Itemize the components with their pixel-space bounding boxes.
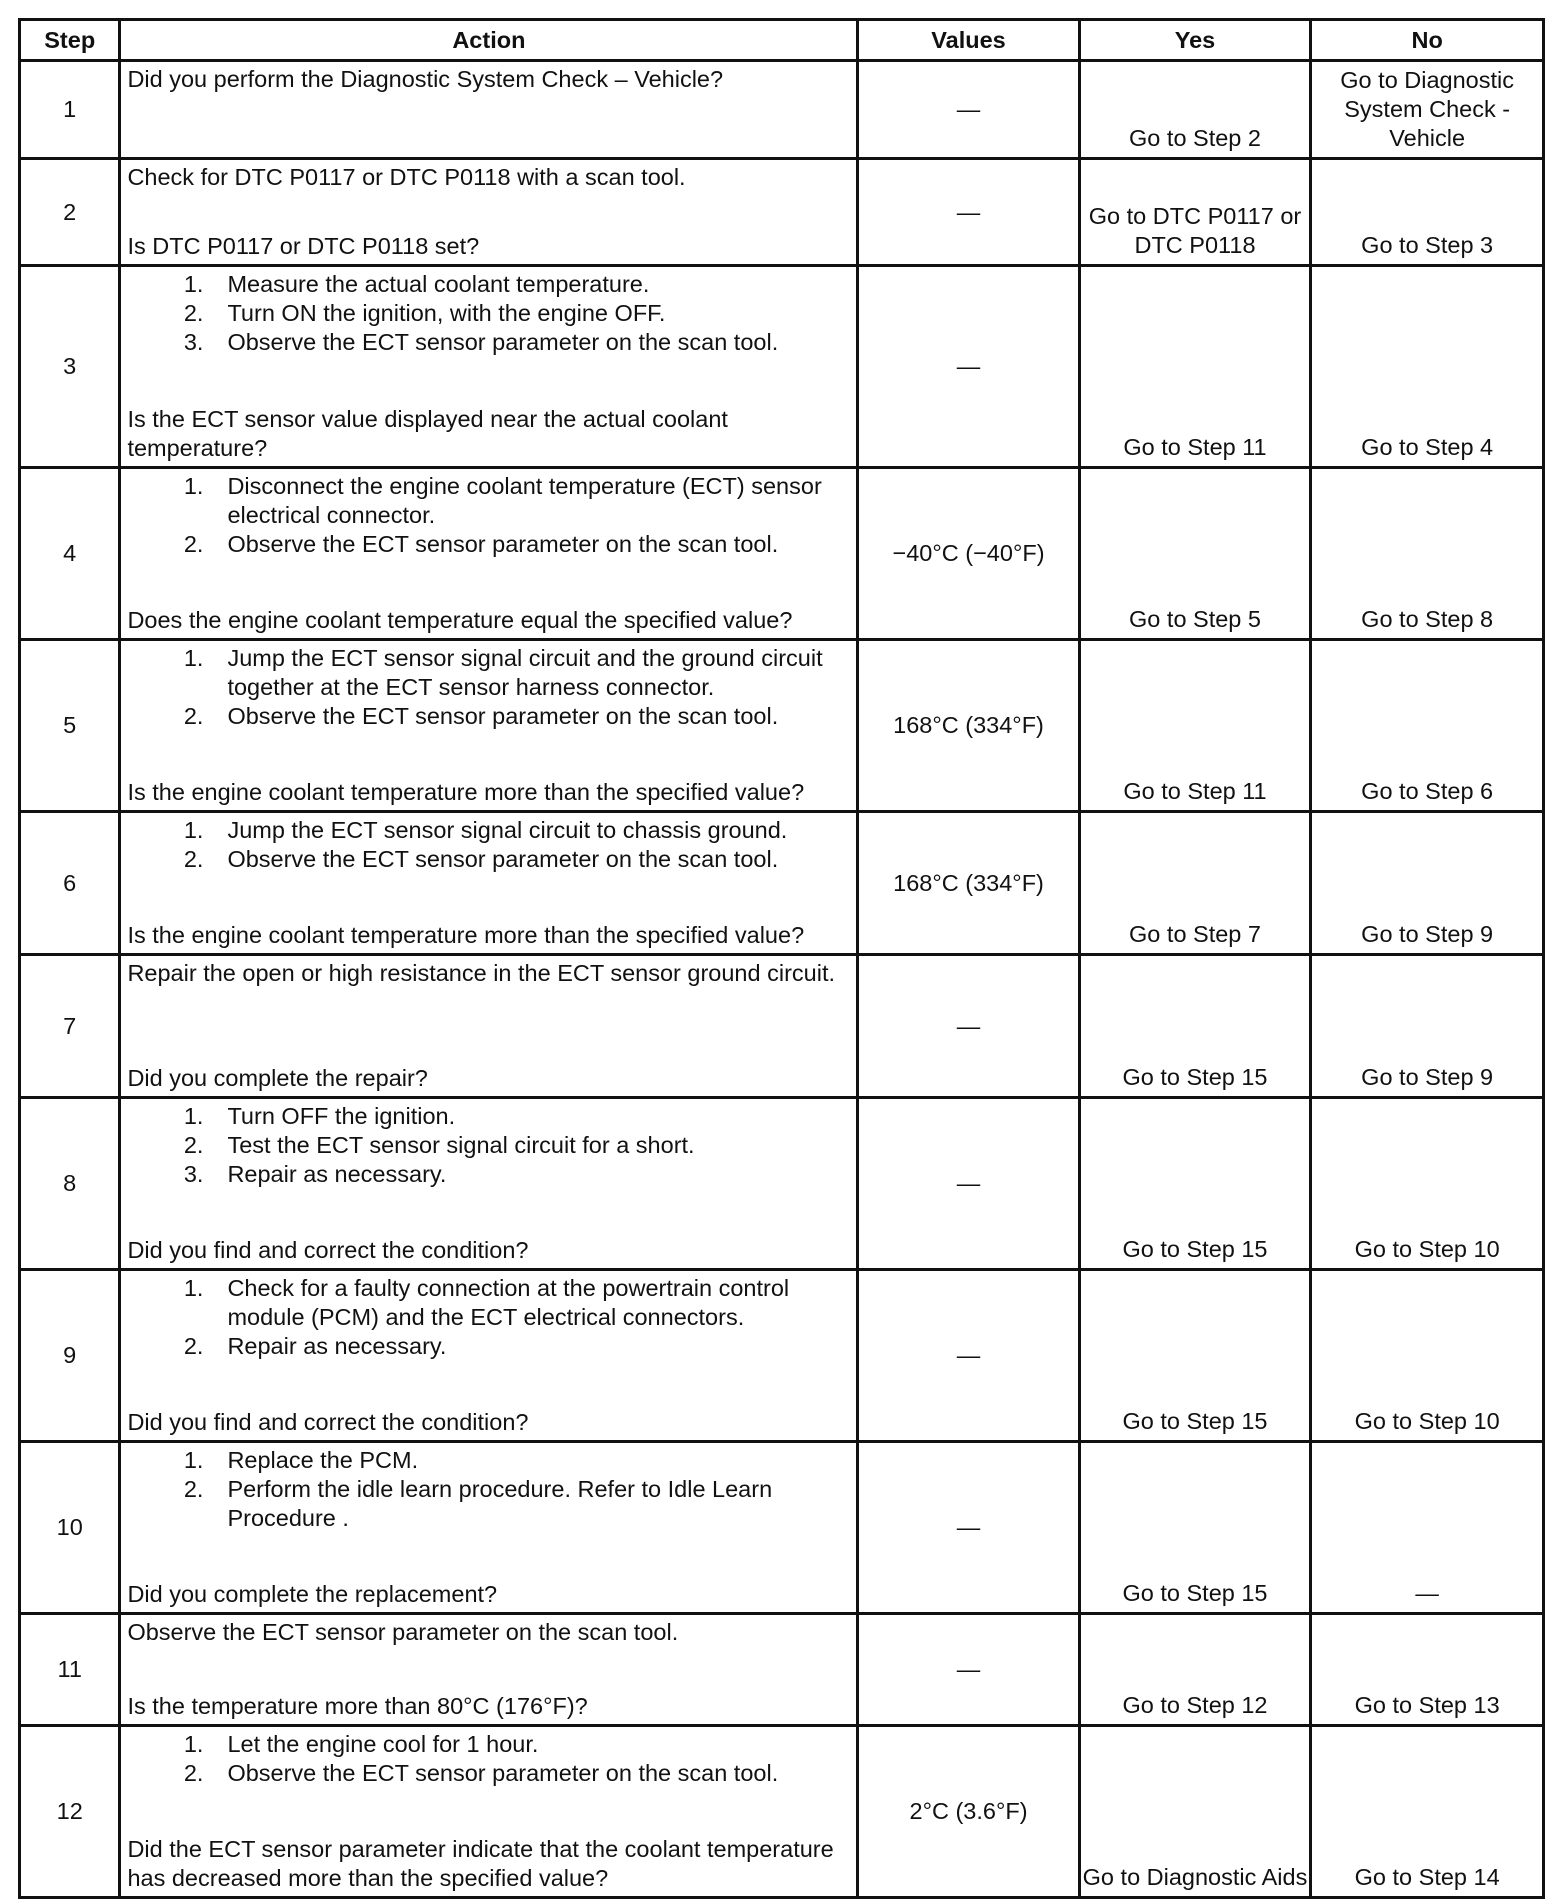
action-step-item <box>127 472 848 530</box>
action-step-text: Observe the ECT sensor parameter on the scan tool. <box>227 531 779 557</box>
action-top <box>127 959 848 988</box>
yes-cell: Go to Step 15 <box>1079 1270 1311 1442</box>
action-content <box>127 1446 848 1609</box>
values-cell: — <box>858 1614 1079 1726</box>
values-cell: — <box>858 266 1079 468</box>
step-number: 6 <box>20 812 120 955</box>
values-cell: — <box>858 1442 1079 1614</box>
action-content <box>127 472 848 635</box>
action-cell <box>120 1270 858 1442</box>
action-step-item <box>127 1131 848 1160</box>
action-cell <box>120 266 858 468</box>
header-action: Action <box>120 20 858 61</box>
action-step-item <box>127 299 848 328</box>
action-cell <box>120 1442 858 1614</box>
action-top <box>127 472 848 559</box>
header-values: Values <box>858 20 1079 61</box>
action-top <box>127 1274 848 1361</box>
action-step-text: Jump the ECT sensor signal circuit to chassis ground. <box>227 817 788 843</box>
action-step-item <box>127 1274 848 1332</box>
no-cell: Go to Step 6 <box>1311 640 1544 812</box>
values-cell: 168°C (334°F) <box>858 812 1079 955</box>
action-step-number: 2. <box>183 300 204 326</box>
yes-cell: Go to Step 15 <box>1079 1442 1311 1614</box>
action-step-item <box>127 1475 848 1533</box>
yes-cell: Go to Step 15 <box>1079 955 1311 1098</box>
action-step-text: Jump the ECT sensor signal circuit and the ground circuit together at the ECT sensor harness connector. <box>227 645 823 700</box>
action-top <box>127 816 848 874</box>
action-step-item <box>127 328 848 357</box>
action-steps-list <box>127 1446 848 1533</box>
action-step-item <box>127 1759 848 1788</box>
values-cell: — <box>858 1098 1079 1270</box>
action-step-item <box>127 845 848 874</box>
step-number: 7 <box>20 955 120 1098</box>
values-cell: — <box>858 955 1079 1098</box>
step-number: 5 <box>20 640 120 812</box>
action-instruction: Observe the ECT sensor parameter on the scan tool. <box>127 1619 679 1645</box>
step-number: 11 <box>20 1614 120 1726</box>
action-question: Is the temperature more than 80°C (176°F)? <box>127 1693 588 1719</box>
action-content <box>127 1730 848 1893</box>
values-cell: −40°C (−40°F) <box>858 468 1079 640</box>
action-question: Did you find and correct the condition? <box>127 1409 529 1435</box>
action-step-item <box>127 1332 848 1361</box>
values-cell: 2°C (3.6°F) <box>858 1726 1079 1898</box>
action-step-item <box>127 1160 848 1189</box>
action-step-text: Repair as necessary. <box>227 1333 447 1359</box>
action-question: Is the engine coolant temperature more than the specified value? <box>127 922 805 948</box>
action-step-number: 1. <box>183 1447 204 1473</box>
action-step-text: Observe the ECT sensor parameter on the scan tool. <box>227 846 779 872</box>
action-steps-list <box>127 270 848 357</box>
yes-cell: Go to Diagnostic Aids <box>1079 1726 1311 1898</box>
action-top <box>127 1446 848 1533</box>
action-step-number: 2. <box>183 846 204 872</box>
yes-cell: Go to Step 12 <box>1079 1614 1311 1726</box>
action-step-number: 2. <box>183 1476 204 1502</box>
table-row <box>20 159 1544 266</box>
action-step-item <box>127 644 848 702</box>
action-step-text: Replace the PCM. <box>227 1447 419 1473</box>
table-row <box>20 955 1544 1098</box>
action-steps-list <box>127 816 848 874</box>
action-step-number: 1. <box>183 817 204 843</box>
no-cell: Go to Step 10 <box>1311 1270 1544 1442</box>
action-top <box>127 1102 848 1189</box>
action-top <box>127 270 848 357</box>
no-cell: Go to Step 13 <box>1311 1614 1544 1726</box>
action-step-number: 1. <box>183 645 204 671</box>
action-step-item <box>127 816 848 845</box>
action-content <box>127 65 848 154</box>
no-cell: Go to Step 9 <box>1311 812 1544 955</box>
action-question: Is DTC P0117 or DTC P0118 set? <box>127 233 480 259</box>
table-body <box>20 61 1544 1898</box>
action-instruction: Repair the open or high resistance in the ECT sensor ground circuit. <box>127 960 835 986</box>
step-number: 3 <box>20 266 120 468</box>
action-step-item <box>127 1730 848 1759</box>
action-cell <box>120 1614 858 1726</box>
action-cell <box>120 468 858 640</box>
yes-cell: Go to Step 15 <box>1079 1098 1311 1270</box>
action-step-number: 2. <box>183 531 204 557</box>
action-top <box>127 163 848 192</box>
action-content <box>127 270 848 463</box>
action-step-text: Observe the ECT sensor parameter on the scan tool. <box>227 329 779 355</box>
action-step-text: Check for a faulty connection at the powertrain control module (PCM) and the ECT electrical connectors. <box>227 1275 790 1330</box>
action-step-number: 1. <box>183 1103 204 1129</box>
action-step-number: 2. <box>183 1760 204 1786</box>
action-top <box>127 65 848 94</box>
action-step-item <box>127 530 848 559</box>
action-cell <box>120 61 858 159</box>
values-cell: 168°C (334°F) <box>858 640 1079 812</box>
values-cell: — <box>858 159 1079 266</box>
action-step-item <box>127 1102 848 1131</box>
no-cell: Go to Step 8 <box>1311 468 1544 640</box>
action-steps-list <box>127 1274 848 1361</box>
action-step-item <box>127 702 848 731</box>
action-cell <box>120 159 858 266</box>
step-number: 1 <box>20 61 120 159</box>
action-content <box>127 163 848 261</box>
action-question: Did the ECT sensor parameter indicate that the coolant temperature has decreased more than the specified value? <box>127 1836 834 1891</box>
action-step-text: Disconnect the engine coolant temperature (ECT) sensor electrical connector. <box>227 473 822 528</box>
yes-cell: Go to Step 2 <box>1079 61 1311 159</box>
action-step-number: 3. <box>183 1161 204 1187</box>
action-top <box>127 1730 848 1788</box>
step-number: 9 <box>20 1270 120 1442</box>
no-cell: Go to Step 4 <box>1311 266 1544 468</box>
yes-cell: Go to Step 11 <box>1079 640 1311 812</box>
action-step-number: 1. <box>183 473 204 499</box>
action-step-text: Test the ECT sensor signal circuit for a short. <box>227 1132 695 1158</box>
action-step-text: Repair as necessary. <box>227 1161 447 1187</box>
action-question: Did you complete the repair? <box>127 1065 428 1091</box>
action-step-text: Measure the actual coolant temperature. <box>227 271 650 297</box>
action-question: Is the engine coolant temperature more than the specified value? <box>127 779 805 805</box>
no-cell: Go to Step 9 <box>1311 955 1544 1098</box>
action-top <box>127 644 848 731</box>
action-step-text: Observe the ECT sensor parameter on the scan tool. <box>227 1760 779 1786</box>
action-question: Does the engine coolant temperature equal the specified value? <box>127 607 793 633</box>
no-cell: Go to Step 14 <box>1311 1726 1544 1898</box>
action-step-number: 1. <box>183 1275 204 1301</box>
table-row <box>20 1098 1544 1270</box>
action-step-number: 3. <box>183 329 204 355</box>
table-row <box>20 1614 1544 1726</box>
action-content <box>127 644 848 807</box>
diagnostic-table <box>18 18 1545 1899</box>
table-row <box>20 266 1544 468</box>
action-content <box>127 1618 848 1721</box>
action-steps-list <box>127 1730 848 1788</box>
action-step-number: 2. <box>183 1333 204 1359</box>
step-number: 10 <box>20 1442 120 1614</box>
table-row <box>20 812 1544 955</box>
table-row <box>20 640 1544 812</box>
yes-cell: Go to Step 11 <box>1079 266 1311 468</box>
action-step-text: Turn OFF the ignition. <box>227 1103 456 1129</box>
step-number: 2 <box>20 159 120 266</box>
action-step-number: 1. <box>183 271 204 297</box>
action-step-text: Turn ON the ignition, with the engine OFF. <box>227 300 666 326</box>
header-step: Step <box>20 20 120 61</box>
action-instruction: Did you perform the Diagnostic System Check – Vehicle? <box>127 66 724 92</box>
action-question: Did you complete the replacement? <box>127 1581 498 1607</box>
action-cell <box>120 812 858 955</box>
action-content <box>127 1274 848 1437</box>
action-step-number: 2. <box>183 1132 204 1158</box>
yes-cell: Go to Step 5 <box>1079 468 1311 640</box>
no-cell: Go to Diagnostic System Check - Vehicle <box>1311 61 1544 159</box>
action-question: Did you find and correct the condition? <box>127 1237 529 1263</box>
action-question: Is the ECT sensor value displayed near the actual coolant temperature? <box>127 406 728 461</box>
action-cell <box>120 955 858 1098</box>
table-row <box>20 1270 1544 1442</box>
yes-cell: Go to DTC P0117 or DTC P0118 <box>1079 159 1311 266</box>
step-number: 8 <box>20 1098 120 1270</box>
action-step-number: 1. <box>183 1731 204 1757</box>
action-step-text: Perform the idle learn procedure. Refer to Idle Learn Procedure . <box>227 1476 773 1531</box>
action-step-text: Observe the ECT sensor parameter on the scan tool. <box>227 703 779 729</box>
action-step-number: 2. <box>183 703 204 729</box>
values-cell: — <box>858 1270 1079 1442</box>
action-steps-list <box>127 644 848 731</box>
header-yes: Yes <box>1079 20 1311 61</box>
no-cell: — <box>1311 1442 1544 1614</box>
yes-cell: Go to Step 7 <box>1079 812 1311 955</box>
action-top <box>127 1618 848 1647</box>
values-cell: — <box>858 61 1079 159</box>
table-row <box>20 1442 1544 1614</box>
action-cell <box>120 640 858 812</box>
action-steps-list <box>127 472 848 559</box>
action-instruction: Check for DTC P0117 or DTC P0118 with a scan tool. <box>127 164 686 190</box>
action-content <box>127 959 848 1093</box>
step-number: 4 <box>20 468 120 640</box>
step-number: 12 <box>20 1726 120 1898</box>
action-content <box>127 816 848 950</box>
no-cell: Go to Step 10 <box>1311 1098 1544 1270</box>
table-row <box>20 468 1544 640</box>
action-step-text: Let the engine cool for 1 hour. <box>227 1731 539 1757</box>
table-row <box>20 61 1544 159</box>
action-steps-list <box>127 1102 848 1189</box>
action-step-item <box>127 270 848 299</box>
action-step-item <box>127 1446 848 1475</box>
no-cell: Go to Step 3 <box>1311 159 1544 266</box>
header-row <box>20 20 1544 61</box>
action-cell <box>120 1098 858 1270</box>
action-content <box>127 1102 848 1265</box>
header-no: No <box>1311 20 1544 61</box>
